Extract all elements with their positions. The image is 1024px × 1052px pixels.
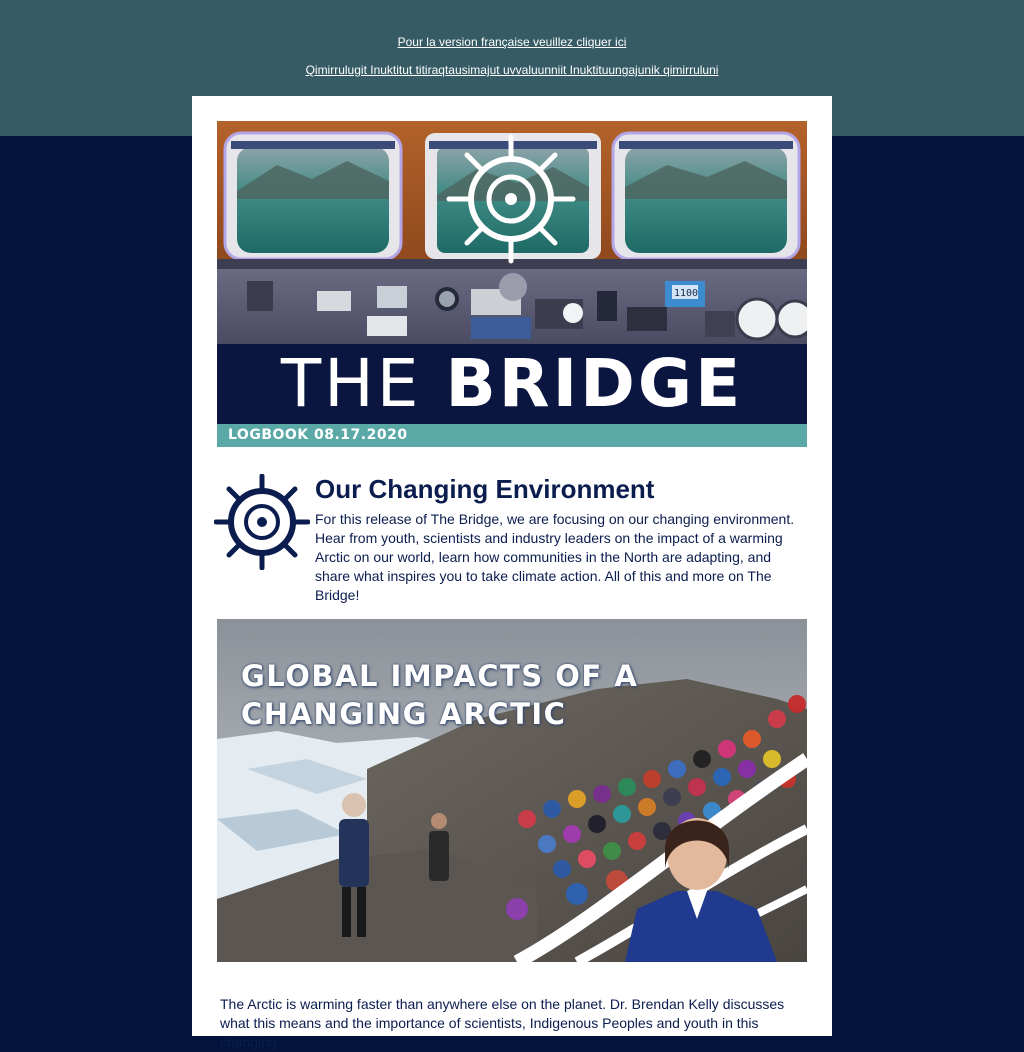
- section-body: For this release of The Bridge, we are focusing on our changing environment. Hear from youth, scientists and industry leaders on the impact of a warming Arctic on our world, learn how communities in the North are adapting, and share what inspires you to take climate action. All of this and more on The Bridge!: [315, 511, 795, 603]
- feature-image[interactable]: [217, 619, 807, 962]
- feature-headline-line1: GLOBAL IMPACTS OF A: [241, 659, 639, 693]
- feature-headline-line2: CHANGING ARCTIC: [241, 697, 567, 731]
- title-bold: BRIDGE: [445, 345, 744, 422]
- french-version-link[interactable]: Pour la version française veuillez cliquer ici: [397, 35, 627, 49]
- section-title: Our Changing Environment: [315, 474, 655, 504]
- feature-headline: [241, 657, 641, 733]
- ship-wheel-icon: [449, 137, 573, 261]
- newsletter-title: [217, 344, 807, 424]
- panel-reading: 1100: [674, 288, 699, 299]
- inuktitut-version-link[interactable]: Qimirrulugit Inuktitut titiraqtausimajut uvvaluunniit Inuktituungajunik qimirruluni: [305, 63, 719, 77]
- ship-wheel-icon: [214, 474, 310, 570]
- article-body: The Arctic is warming faster than anywhere else on the planet. Dr. Brendan Kelly discusses what this means and the importance of scientists, Indigenous Peoples and youth in this changing: [220, 996, 785, 1050]
- ship-bridge-illustration: [217, 121, 807, 344]
- logbook-date: LOGBOOK 08.17.2020: [228, 427, 408, 443]
- banner-image[interactable]: [217, 121, 807, 447]
- newsletter-card: [192, 96, 832, 1050]
- title-light: THE: [280, 345, 422, 422]
